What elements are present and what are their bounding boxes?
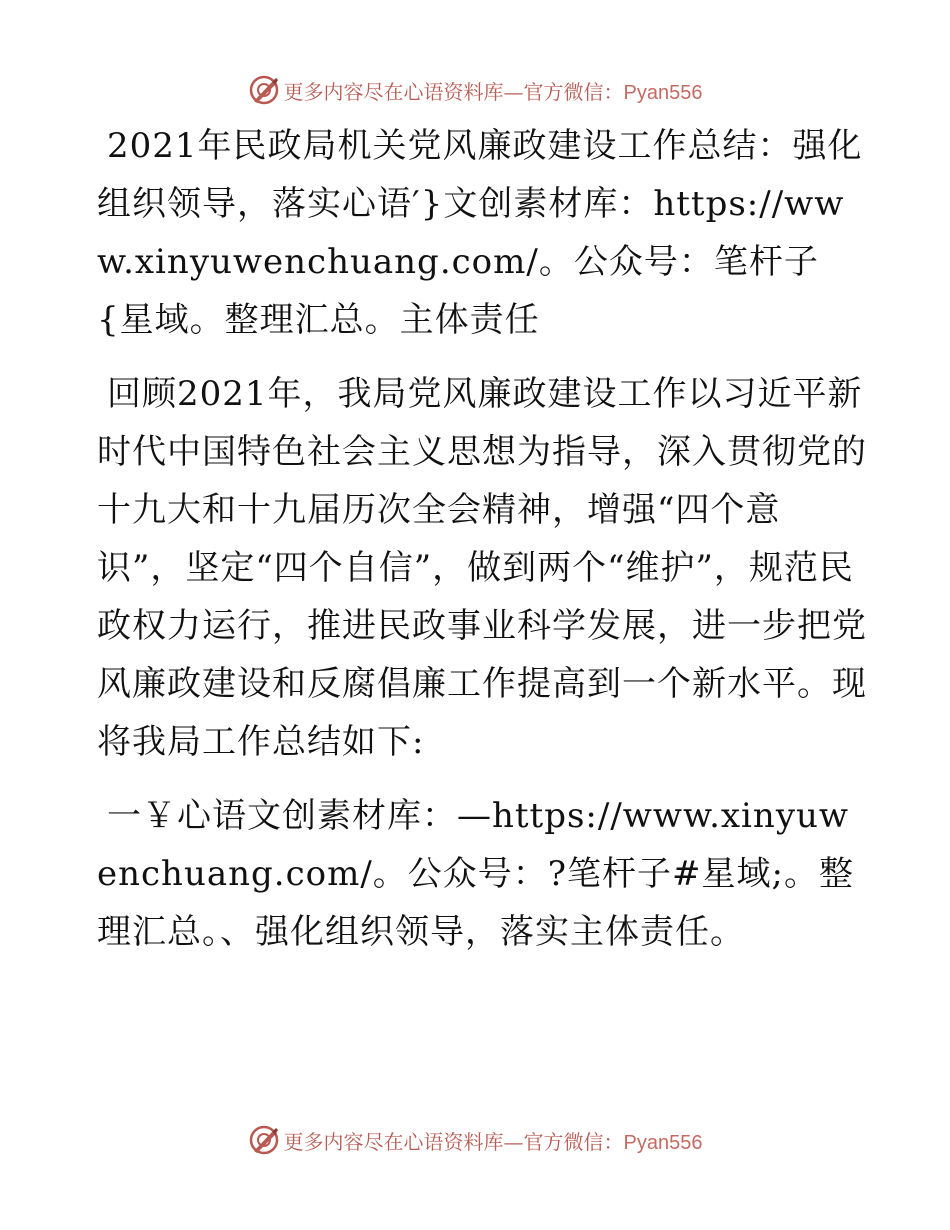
header-banner-wechat-label: 官方微信： bbox=[523, 79, 624, 104]
footer-banner bbox=[0, 1120, 950, 1160]
paragraph-review: 回顾2021年，我局党风廉政建设工作以习近平新时代中国特色社会主义思想为指导，深入贯彻党的十九大和十九届历次全会精神，增强“四个意识”，坚定“四个自信”，做到两个“维护”，规范民政权力运行，推进民政事业科学发展，进一步把党风廉政建设和反腐倡廉工作提高到一个新水平。现将我局工作总结如下: bbox=[97, 374, 867, 762]
footer-banner-slogan: 更多内容尽在心语资料库 bbox=[283, 1129, 504, 1154]
paragraph-section-one: 一￥心语文创素材库：—https://www.xinyuwenchuang.com/。公众号：?笔杆子#星域;。整理汇总。、强化组织领导，落实主体责任。 bbox=[97, 796, 854, 952]
header-banner-separator: — bbox=[503, 79, 524, 104]
footer-banner-text bbox=[284, 1126, 703, 1155]
document-body bbox=[97, 117, 867, 977]
header-banner-text bbox=[284, 76, 703, 105]
footer-banner-wechat-label: 官方微信： bbox=[523, 1129, 624, 1154]
header-banner bbox=[0, 70, 950, 110]
footer-banner-wechat-id: Pyan556 bbox=[623, 1131, 703, 1154]
pen-seal-logo-icon bbox=[248, 1124, 280, 1156]
paragraph-title: 2021年民政局机关党风廉政建设工作总结：强化组织领导，落实心语′}文创素材库：https://www.xinyuwenchuang.com/。公众号：笔杆子{星域。整理汇总。主体责任 bbox=[97, 126, 863, 340]
pen-seal-logo-icon bbox=[248, 74, 280, 106]
footer-banner-separator: — bbox=[503, 1129, 524, 1154]
header-banner-slogan: 更多内容尽在心语资料库 bbox=[283, 79, 504, 104]
header-banner-wechat-id: Pyan556 bbox=[623, 81, 703, 104]
